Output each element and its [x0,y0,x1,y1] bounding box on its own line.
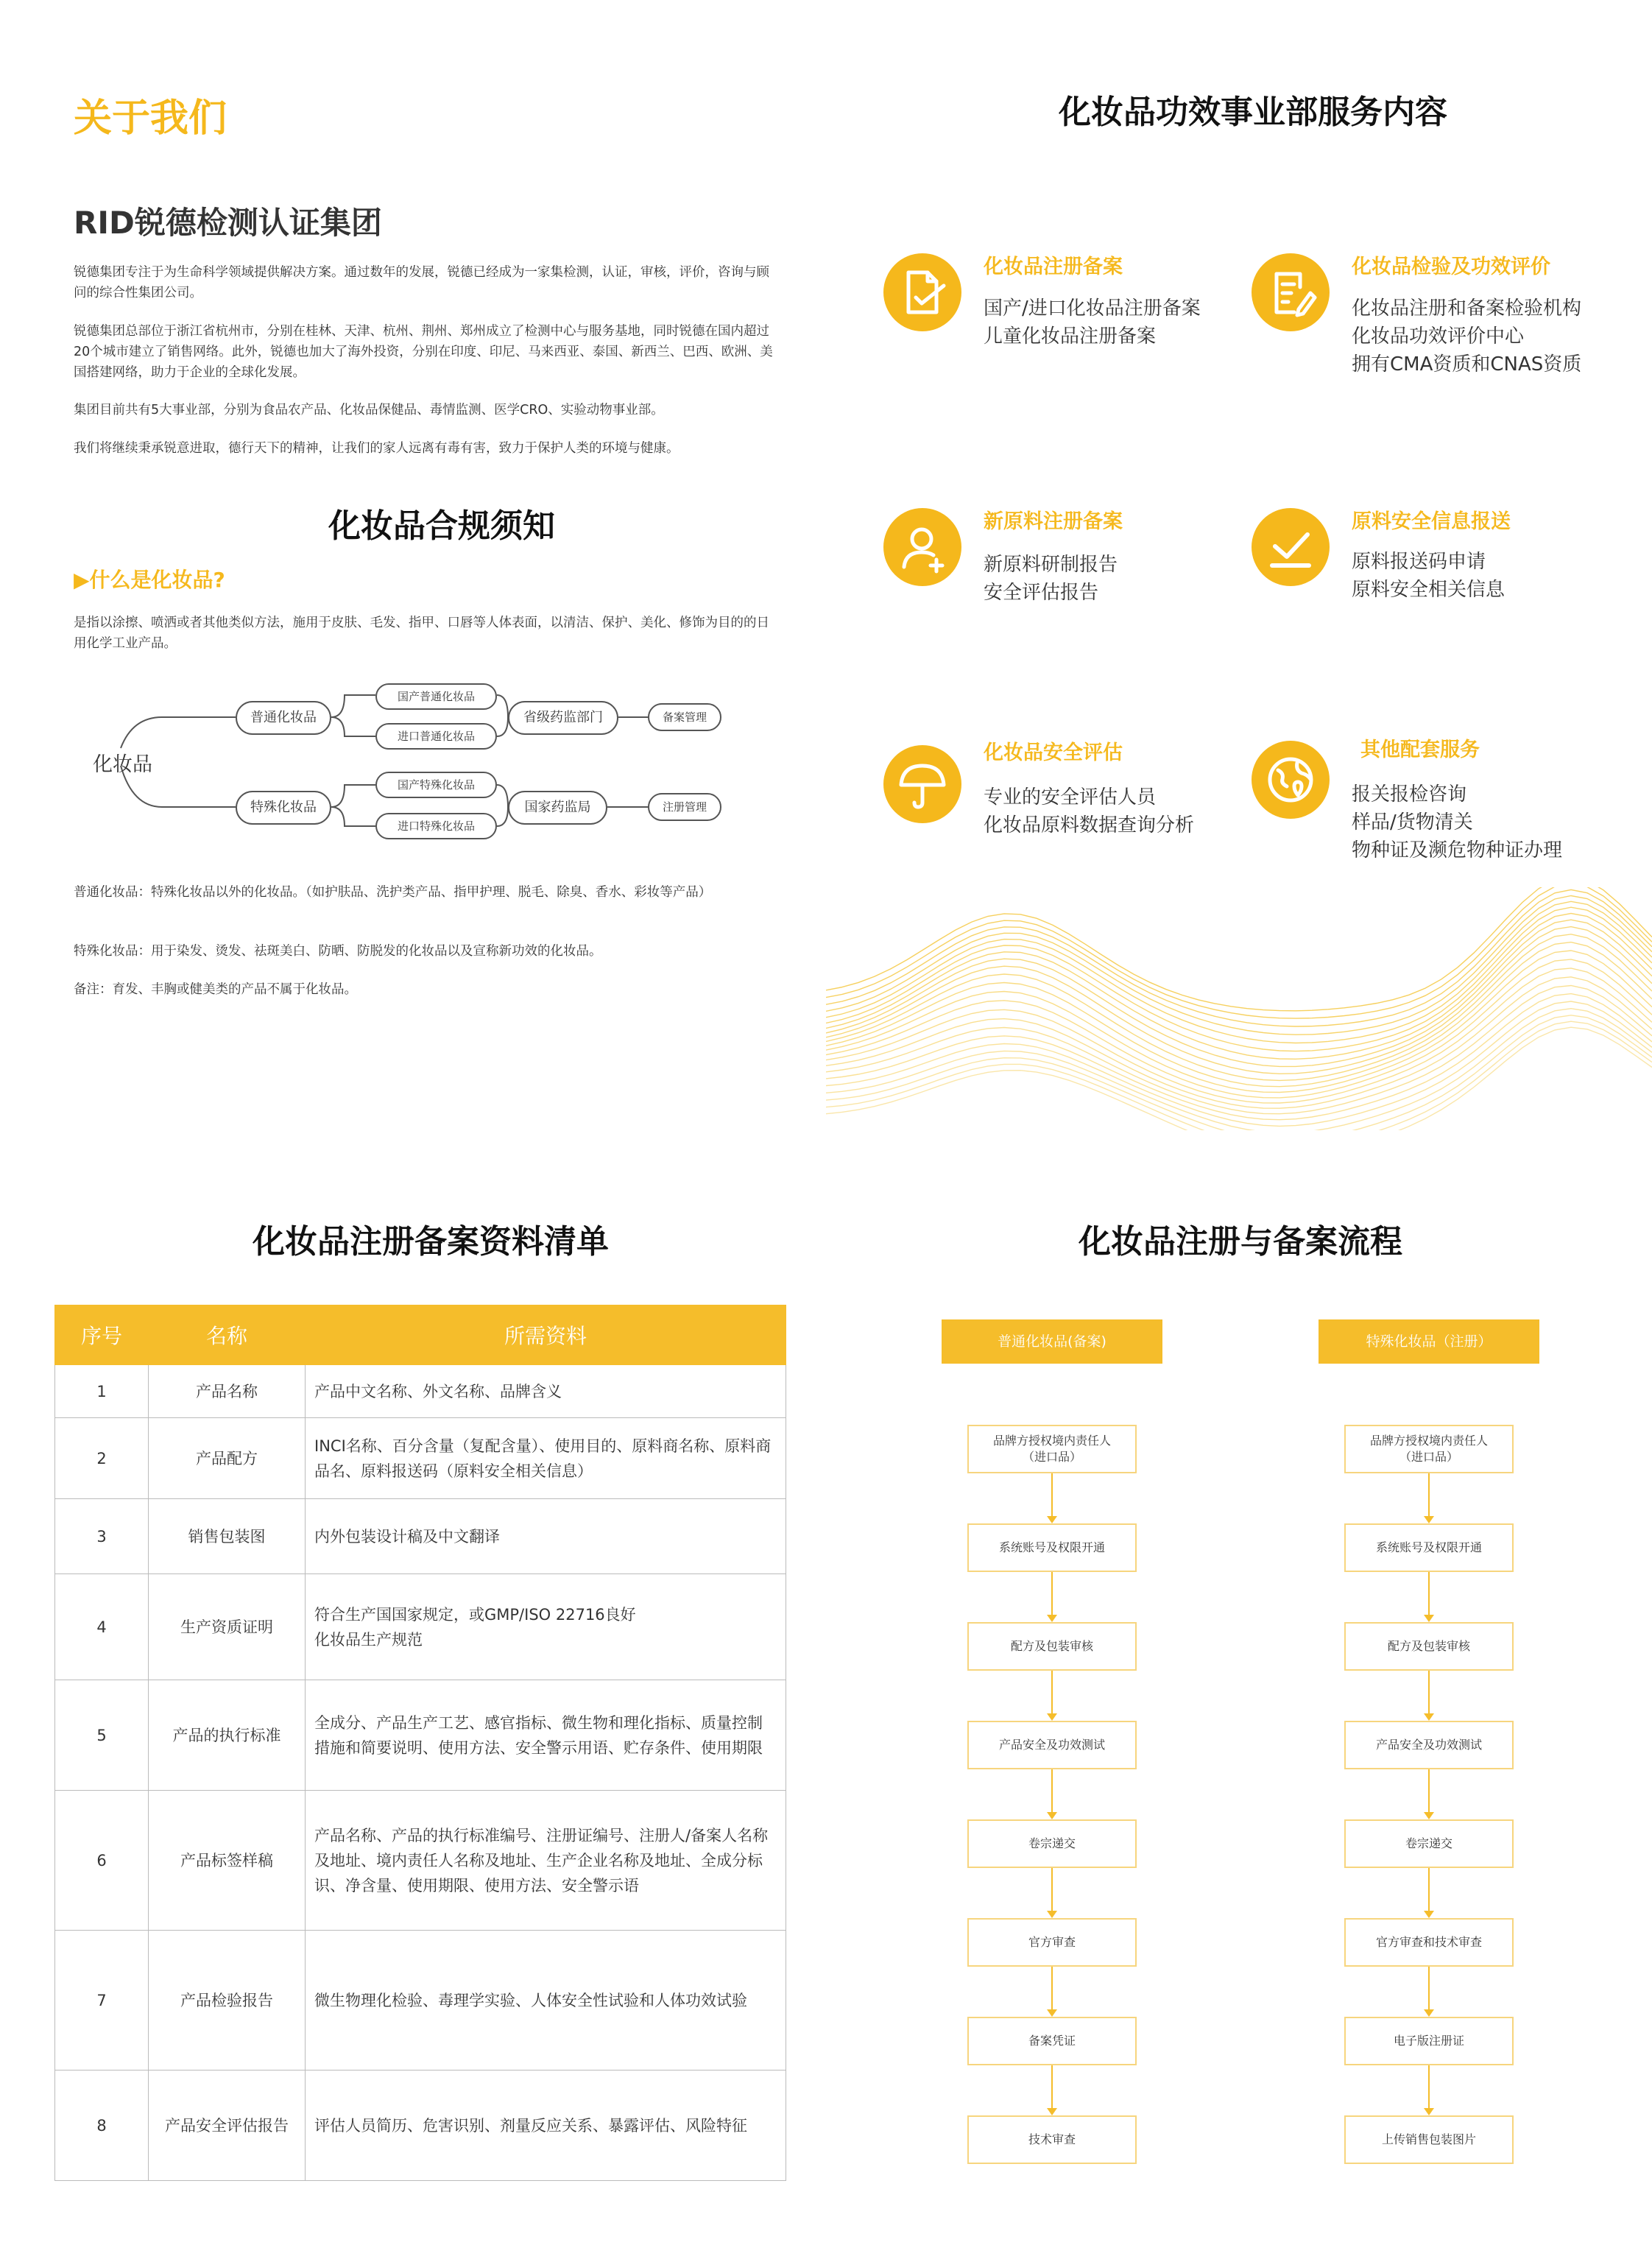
flow-step: 官方审查和技术审查 [1344,1918,1514,1967]
row-name: 产品标签样稿 [149,1791,306,1931]
service-line: 安全评估报告 [984,582,1099,604]
flow-step: 卷宗递交 [967,1819,1137,1868]
mindmap-special: 特殊化妆品 [236,791,331,825]
flow-connector [1051,2065,1053,2108]
service-line: 原料安全相关信息 [1352,579,1505,601]
column-header: 名称 [149,1305,306,1365]
company-name: RID锐德检测认证集团 [74,205,382,241]
checklist-heading: 化妆品注册备案资料清单 [253,1223,609,1261]
row-name: 产品检验报告 [149,1931,306,2071]
table-row [55,1791,786,1931]
compliance-note: 普通化妆品：特殊化妆品以外的化妆品。（如护肤品、洗护类产品、指甲护理、脱毛、除臭、香水、彩妆等产品） [74,885,712,900]
service-title: 原料安全信息报送 [1352,510,1511,533]
document-check-icon [883,253,961,331]
mindmap-general-import: 进口普通化妆品 [375,723,497,750]
flow-step: 产品安全及功效测试 [1344,1721,1514,1769]
arrow-down-icon [1424,2009,1434,2017]
flow-step: 品牌方授权境内责任人 （进口品） [1344,1425,1514,1473]
arrow-down-icon [1424,1812,1434,1819]
flow-connector [1428,1572,1430,1615]
arrow-down-icon [1047,1516,1057,1523]
flow-step: 品牌方授权境内责任人 （进口品） [967,1425,1137,1473]
flow-step: 技术审查 [967,2115,1137,2164]
service-line: 新原料研制报告 [984,554,1118,576]
arrow-down-icon [1424,1615,1434,1622]
service-line: 国产/进口化妆品注册备案 [984,297,1201,320]
compliance-note: 特殊化妆品：用于染发、烫发、祛斑美白、防晒、防脱发的化妆品以及宣称新功效的化妆品。 [74,944,602,959]
about-heading: 关于我们 [74,96,227,141]
checklist-table [54,1305,786,2181]
row-materials: 符合生产国国家规定，或GMP/ISO 22716良好化妆品生产规范 [306,1574,786,1680]
cosmetic-definition: 是指以涂擦、喷洒或者其他类似方法，施用于皮肤、毛发、指甲、口唇等人体表面，以清洁、保护、美化、修饰为目的的日用化学工业产品。 [74,616,769,651]
service-line: 原料报送码申请 [1352,551,1486,573]
service-title: 化妆品安全评估 [984,741,1123,764]
row-materials: 评估人员简历、危害识别、剂量反应关系、暴露评估、风险特征 [306,2071,786,2181]
service-title: 化妆品检验及功效评价 [1352,255,1550,278]
flow-step: 上传销售包装图片 [1344,2115,1514,2164]
row-name: 产品安全评估报告 [149,2071,306,2181]
table-row [55,1680,786,1791]
arrow-down-icon [1424,2108,1434,2115]
arrow-down-icon [1047,1713,1057,1721]
mindmap-national: 国家药监局 [508,791,607,825]
service-line: 化妆品功效评价中心 [1352,325,1525,348]
arrow-down-icon [1047,2009,1057,2017]
process-heading: 化妆品注册与备案流程 [1079,1223,1402,1261]
arrow-down-icon [1047,1911,1057,1918]
mindmap-root: 化妆品 [93,753,152,776]
row-materials: 全成分、产品生产工艺、感官指标、微生物和理化指标、质量控制措施和简要说明、使用方法、安全警示用语、贮存条件、使用期限 [306,1680,786,1791]
row-materials: 微生物理化检验、毒理学实验、人体安全性试验和人体功效试验 [306,1931,786,2071]
row-name: 产品配方 [149,1418,306,1499]
flow-step: 电子版注册证 [1344,2017,1514,2065]
service-title: 化妆品注册备案 [984,255,1123,278]
service-line: 报关报检咨询 [1352,783,1467,806]
table-header-row [55,1305,786,1365]
service-line: 物种证及濒危物种证办理 [1352,839,1563,861]
clipboard-edit-icon [1252,253,1330,331]
service-line: 样品/货物清关 [1352,811,1473,834]
flow-step: 产品安全及功效测试 [967,1721,1137,1769]
about-paragraph: 集团目前共有5大事业部，分别为食品农产品、化妆品保健品、毒情监测、医学CRO、实验动物事业部。 [74,403,664,417]
row-number: 2 [55,1418,149,1499]
umbrella-icon [883,745,961,823]
row-materials: 内外包装设计稿及中文翻译 [306,1499,786,1574]
row-name: 销售包装图 [149,1499,306,1574]
arrow-down-icon [1424,1911,1434,1918]
wave-line [826,1027,1652,1130]
row-number: 7 [55,1931,149,2071]
arrow-down-icon [1047,1615,1057,1622]
row-number: 1 [55,1365,149,1418]
wave-decoration [826,887,1652,1130]
mindmap-special-import: 进口特殊化妆品 [375,813,497,839]
arrow-down-icon [1424,1713,1434,1721]
user-add-icon [883,508,961,586]
table-row [55,1574,786,1680]
flow-column-header: 普通化妆品(备案) [942,1319,1162,1364]
table-row [55,2071,786,2181]
row-number: 8 [55,2071,149,2181]
flow-connector [1428,1769,1430,1812]
table-row [55,1931,786,2071]
about-paragraph: 锐德集团专注于为生命科学领域提供解决方案。通过数年的发展，锐德已经成为一家集检测，认证，审核，评价，咨询与顾问的综合性集团公司。 [74,265,769,300]
row-number: 6 [55,1791,149,1931]
row-name: 生产资质证明 [149,1574,306,1680]
mindmap-general-domestic: 国产普通化妆品 [375,683,497,710]
row-materials: 产品名称、产品的执行标准编号、注册证编号、注册人/备案人名称及地址、境内责任人名称及地址、生产企业名称及地址、全成分标识、净含量、使用期限、使用方法、安全警示语 [306,1791,786,1931]
arrow-down-icon [1424,1516,1434,1523]
flow-connector [1051,1868,1053,1911]
arrow-down-icon [1047,1812,1057,1819]
service-line: 化妆品原料数据查询分析 [984,814,1195,836]
globe-location-icon [1252,741,1330,819]
compliance-heading: 化妆品合规须知 [328,507,555,545]
flow-connector [1428,1868,1430,1911]
table-row [55,1499,786,1574]
flow-connector [1051,1572,1053,1615]
row-materials: INCI名称、百分含量（复配含量）、使用目的、原料商名称、原料商品名、原料报送码（原料安全相关信息） [306,1418,786,1499]
row-number: 3 [55,1499,149,1574]
wave-line [826,889,1652,1026]
compliance-question: ▶什么是化妆品? [74,568,225,592]
mindmap-registration: 注册管理 [648,793,721,821]
row-number: 5 [55,1680,149,1791]
table-row [55,1418,786,1499]
check-mark-icon [1252,508,1330,586]
service-line: 儿童化妆品注册备案 [984,325,1157,348]
flow-connector [1051,1671,1053,1713]
mindmap-provincial: 省级药监部门 [508,701,618,735]
service-line: 化妆品注册和备案检验机构 [1352,297,1582,320]
flow-connector [1428,1671,1430,1713]
flow-step: 系统账号及权限开通 [967,1523,1137,1572]
services-heading: 化妆品功效事业部服务内容 [1059,94,1447,131]
table-row [55,1365,786,1418]
service-title: 其他配套服务 [1360,739,1480,761]
flow-step: 卷宗递交 [1344,1819,1514,1868]
row-name: 产品名称 [149,1365,306,1418]
mindmap-general: 普通化妆品 [236,701,331,735]
row-number: 4 [55,1574,149,1680]
column-header: 所需资料 [306,1305,786,1365]
flow-connector [1051,1473,1053,1516]
flow-step: 系统账号及权限开通 [1344,1523,1514,1572]
service-title: 新原料注册备案 [984,510,1123,533]
column-header: 序号 [55,1305,149,1365]
flow-step: 配方及包装审核 [967,1622,1137,1671]
flow-connector [1428,1473,1430,1516]
flow-step: 配方及包装审核 [1344,1622,1514,1671]
service-line: 拥有CMA资质和CNAS资质 [1352,353,1582,376]
flow-step: 备案凭证 [967,2017,1137,2065]
flow-step: 官方审查 [967,1918,1137,1967]
compliance-note: 备注：育发、丰胸或健美类的产品不属于化妆品。 [74,982,357,997]
flow-connector [1051,1769,1053,1812]
mindmap-special-domestic: 国产特殊化妆品 [375,772,497,798]
flow-column-header: 特殊化妆品（注册） [1319,1319,1539,1364]
row-name: 产品的执行标准 [149,1680,306,1791]
mindmap-filing: 备案管理 [648,703,721,731]
row-materials: 产品中文名称、外文名称、品牌含义 [306,1365,786,1418]
wave-line [826,1015,1652,1130]
about-paragraph: 锐德集团总部位于浙江省杭州市，分别在桂林、天津、杭州、荆州、郑州成立了检测中心与服务基地，同时锐德在国内超过20个城市建立了销售网络。此外，锐德也加大了海外投资，分别在印度、印尼、马来西亚、泰国、新西兰、巴西、欧洲、美国搭建网络，助力于企业的全球化发展。 [74,324,773,380]
about-paragraph: 我们将继续秉承锐意进取，德行天下的精神，让我们的家人远离有毒有害，致力于保护人类的环境与健康。 [74,441,679,456]
arrow-down-icon [1047,2108,1057,2115]
flow-connector [1428,1967,1430,2009]
service-line: 专业的安全评估人员 [984,786,1157,808]
flow-connector [1428,2065,1430,2108]
flow-connector [1051,1967,1053,2009]
